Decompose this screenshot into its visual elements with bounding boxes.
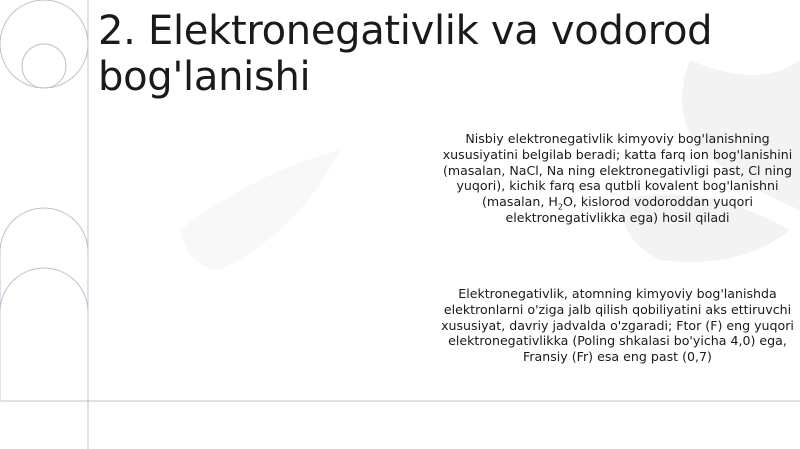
subscript-two: 2 xyxy=(557,202,563,212)
paragraph-ionic-covalent xyxy=(440,131,795,226)
paragraph-ionic-covalent-text: Nisbiy elektronegativlik kimyoviy bog'lanishning xususiyatini belgilab beradi; katta farq ion bog'lanishini (masalan, NaCl, Na ning elektronegativligi past, Cl ning yuqori), kichik farq esa qutbli kovalent bog'lanishni (masalan, H xyxy=(442,131,793,210)
paragraph-electronegativity-definition: Elektronegativlik, atomning kimyoviy bog'lanishda elektronlarni o'ziga jalb qilish qobiliyatini aks ettiruvchi xususiyat, davriy jadvalda o'zgaradi; Ftor (F) eng yuqori elektronegativlikka (Poling shkalasi bo'yicha 4,0) ega, Fransiy (Fr) esa eng past (0,7) xyxy=(441,286,794,365)
decorative-circles xyxy=(0,0,88,401)
paragraph-ionic-covalent-text-end: O, kislorod vodoroddan yuqori elektronegativlikka ega) hosil qiladi xyxy=(505,194,753,225)
slide-title: 2. Elektronegativlik va vodorod bog'lanishi xyxy=(98,8,713,100)
